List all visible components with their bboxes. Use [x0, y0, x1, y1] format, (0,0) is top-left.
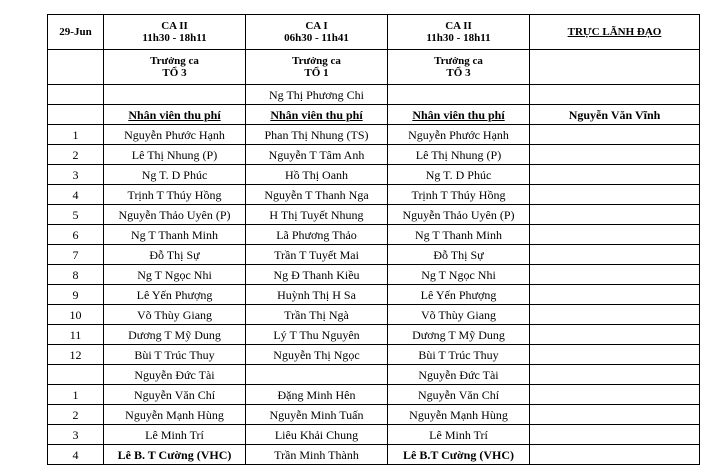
staff-name-cell — [530, 285, 700, 305]
row-number: 9 — [48, 285, 104, 305]
staff-name-cell — [530, 185, 700, 205]
row-number — [48, 365, 104, 385]
empty-cell — [530, 50, 700, 85]
staff-name-cell: Ng T Thanh Minh — [104, 225, 246, 245]
table-row — [48, 345, 700, 365]
row-number: 6 — [48, 225, 104, 245]
row-number: 2 — [48, 405, 104, 425]
staff-name-cell: Ng T. D Phúc — [104, 165, 246, 185]
section-header-row — [48, 105, 700, 125]
staff-name-cell: Trịnh T Thúy Hồng — [104, 185, 246, 205]
staff-name-cell — [530, 305, 700, 325]
staff-name-cell: Hồ Thị Oanh — [246, 165, 388, 185]
staff-name-cell — [530, 205, 700, 225]
table-row — [48, 225, 700, 245]
table-row — [48, 245, 700, 265]
staff-name-cell: Nguyễn Văn Chí — [104, 385, 246, 405]
staff-name-cell — [530, 405, 700, 425]
staff-name-cell: Nguyễn Minh Tuấn — [246, 405, 388, 425]
staff-name-cell: Nguyễn T Thanh Nga — [246, 185, 388, 205]
header-row — [48, 15, 700, 50]
staff-name-cell — [530, 325, 700, 345]
shift-lead-cell: Trưởng ca TỔ 3 — [388, 50, 530, 85]
shift-header: CA I 06h30 - 11h41 — [246, 15, 388, 50]
row-number: 12 — [48, 345, 104, 365]
staff-name-cell — [246, 365, 388, 385]
table-cell: Ng Thị Phương Chi — [246, 85, 388, 105]
staff-name-cell: Nguyễn T Tâm Anh — [246, 145, 388, 165]
shift-header: CA II 11h30 - 18h11 — [388, 15, 530, 50]
row-number: 5 — [48, 205, 104, 225]
staff-name-cell: Trịnh T Thúy Hồng — [388, 185, 530, 205]
leader-duty-header: TRỰC LÃNH ĐẠO — [530, 15, 700, 50]
staff-name-cell: Nguyễn Văn Chí — [388, 385, 530, 405]
table-row — [48, 385, 700, 405]
shift-lead-cell: Trưởng ca TỔ 1 — [246, 50, 388, 85]
staff-name-cell: Lê Minh Trí — [104, 425, 246, 445]
staff-name-cell — [530, 165, 700, 185]
table-cell — [104, 85, 246, 105]
staff-name-cell: Võ Thùy Giang — [388, 305, 530, 325]
table-row — [48, 145, 700, 165]
shift-lead-row — [48, 50, 700, 85]
table-row — [48, 305, 700, 325]
table-row — [48, 405, 700, 425]
staff-name-cell: Dương T Mỹ Dung — [104, 325, 246, 345]
staff-name-cell: Lê B. T Cường (VHC) — [104, 445, 246, 465]
staff-name-cell: Nguyễn Thảo Uyên (P) — [388, 205, 530, 225]
staff-name-cell: Nguyễn Mạnh Hùng — [388, 405, 530, 425]
staff-name-cell: Ng Đ Thanh Kiều — [246, 265, 388, 285]
staff-name-cell: Phan Thị Nhung (TS) — [246, 125, 388, 145]
table-row — [48, 325, 700, 345]
staff-header: Nhân viên thu phí — [388, 105, 530, 125]
staff-name-cell: Bùi T Trúc Thuy — [388, 345, 530, 365]
staff-name-cell: Lý T Thu Nguyên — [246, 325, 388, 345]
staff-name-cell: Nguyễn Mạnh Hùng — [104, 405, 246, 425]
staff-name-cell — [530, 345, 700, 365]
row-number: 1 — [48, 385, 104, 405]
staff-name-cell: Ng T Thanh Minh — [388, 225, 530, 245]
staff-name-cell: Lê B.T Cường (VHC) — [388, 445, 530, 465]
staff-name-cell: Nguyễn Thảo Uyên (P) — [104, 205, 246, 225]
table-row — [48, 205, 700, 225]
staff-name-cell: Võ Thùy Giang — [104, 305, 246, 325]
staff-name-cell: Ng T Ngọc Nhi — [104, 265, 246, 285]
row-number: 3 — [48, 425, 104, 445]
staff-name-cell — [530, 245, 700, 265]
row-number: 2 — [48, 145, 104, 165]
staff-name-cell: Trần T Tuyết Mai — [246, 245, 388, 265]
staff-name-cell: Ng T Ngọc Nhi — [388, 265, 530, 285]
staff-name-cell — [530, 265, 700, 285]
staff-name-cell — [530, 145, 700, 165]
staff-header: Nhân viên thu phí — [104, 105, 246, 125]
staff-name-cell: Lê Thị Nhung (P) — [104, 145, 246, 165]
extra-row — [48, 85, 700, 105]
staff-name-cell: Ng T. D Phúc — [388, 165, 530, 185]
leader-name: Nguyễn Văn Vĩnh — [530, 105, 700, 125]
empty-cell — [48, 105, 104, 125]
table-row — [48, 265, 700, 285]
staff-name-cell: Đặng Minh Hên — [246, 385, 388, 405]
staff-name-cell — [530, 225, 700, 245]
table-row — [48, 425, 700, 445]
staff-name-cell: Nguyễn Đức Tài — [104, 365, 246, 385]
staff-name-cell: Lê Yến Phượng — [388, 285, 530, 305]
staff-name-cell — [530, 425, 700, 445]
staff-name-cell: Nguyễn Thị Ngọc — [246, 345, 388, 365]
table-cell — [530, 85, 700, 105]
row-number: 8 — [48, 265, 104, 285]
staff-name-cell — [530, 385, 700, 405]
table-row — [48, 125, 700, 145]
staff-name-cell: Lê Thị Nhung (P) — [388, 145, 530, 165]
table-row — [48, 165, 700, 185]
staff-name-cell: Nguyễn Đức Tài — [388, 365, 530, 385]
shift-header: CA II 11h30 - 18h11 — [104, 15, 246, 50]
staff-name-cell: Bùi T Trúc Thuy — [104, 345, 246, 365]
table-cell — [48, 85, 104, 105]
staff-name-cell — [530, 125, 700, 145]
staff-name-cell — [530, 365, 700, 385]
empty-cell — [48, 50, 104, 85]
staff-name-cell: Liêu Khải Chung — [246, 425, 388, 445]
staff-name-cell: Dương T Mỹ Dung — [388, 325, 530, 345]
shift-roster-table — [47, 14, 700, 465]
staff-name-cell — [530, 445, 700, 465]
staff-name-cell: Trần Minh Thành — [246, 445, 388, 465]
date-cell: 29-Jun — [48, 15, 104, 50]
row-number: 3 — [48, 165, 104, 185]
staff-name-cell: Trần Thị Ngà — [246, 305, 388, 325]
table-row — [48, 365, 700, 385]
row-number: 10 — [48, 305, 104, 325]
staff-name-cell: Nguyễn Phước Hạnh — [388, 125, 530, 145]
table-cell — [388, 85, 530, 105]
row-number: 4 — [48, 185, 104, 205]
staff-name-cell: Lê Minh Trí — [388, 425, 530, 445]
staff-header: Nhân viên thu phí — [246, 105, 388, 125]
row-number: 11 — [48, 325, 104, 345]
staff-name-cell: Đỗ Thị Sự — [388, 245, 530, 265]
table-row — [48, 445, 700, 465]
staff-name-cell: Đỗ Thị Sự — [104, 245, 246, 265]
staff-name-cell: H Thị Tuyết Nhung — [246, 205, 388, 225]
row-number: 1 — [48, 125, 104, 145]
staff-name-cell: Lê Yến Phượng — [104, 285, 246, 305]
row-number: 7 — [48, 245, 104, 265]
staff-name-cell: Nguyễn Phước Hạnh — [104, 125, 246, 145]
table-row — [48, 285, 700, 305]
table-row — [48, 185, 700, 205]
shift-lead-cell: Trưởng ca TỔ 3 — [104, 50, 246, 85]
staff-name-cell: Lã Phương Thảo — [246, 225, 388, 245]
row-number: 4 — [48, 445, 104, 465]
staff-name-cell: Huỳnh Thị H Sa — [246, 285, 388, 305]
